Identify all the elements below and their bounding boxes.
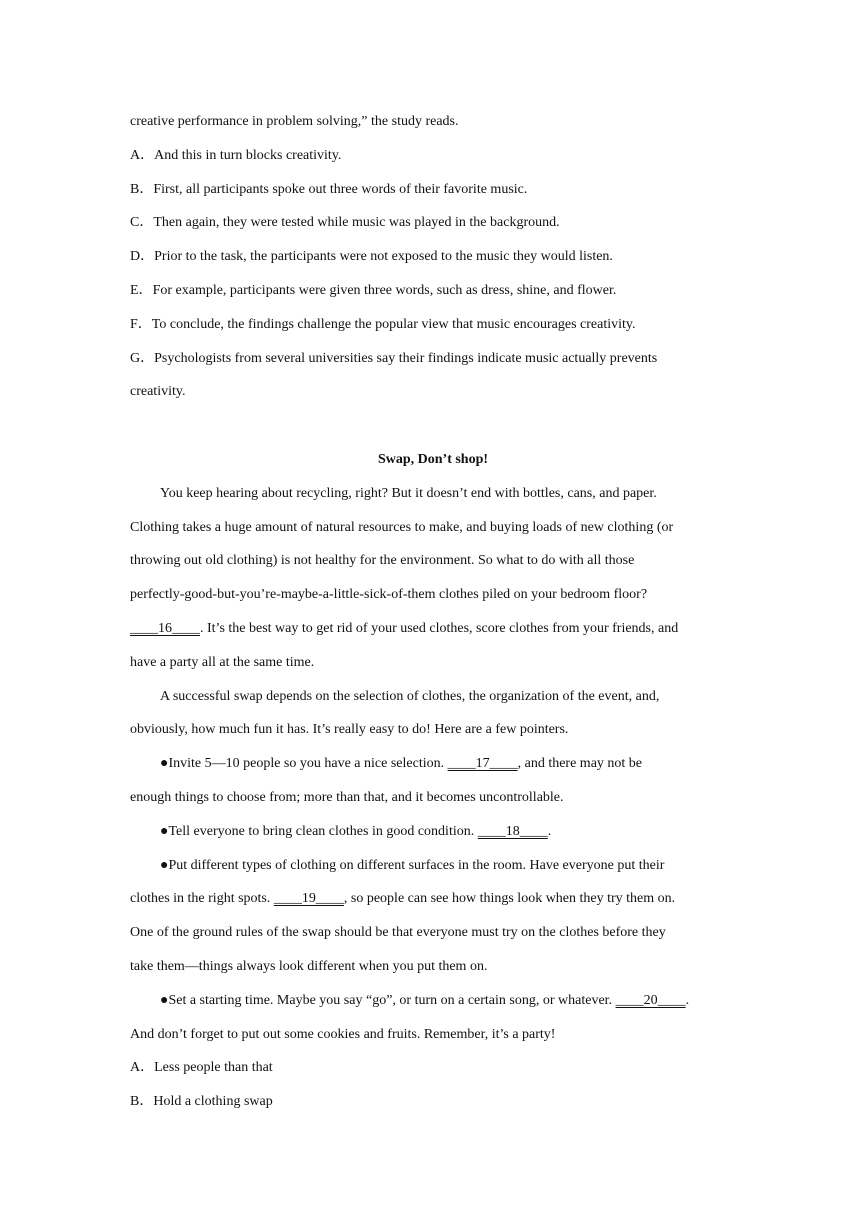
- paragraph-text: ●Invite 5—10 people so you have a nice selection.: [160, 756, 448, 772]
- paragraph-text: clothes in the right spots.: [130, 891, 274, 907]
- option-item-continuation: creativity.: [130, 384, 186, 400]
- option-item: [130, 144, 736, 178]
- option-letter: D．: [130, 249, 155, 265]
- paragraph-line: One of the ground rules of the swap should be that everyone must try on the clothes before they: [130, 925, 666, 941]
- paragraph-line: throwing out old clothing) is not healthy for the environment. So what to do with all those: [130, 553, 635, 569]
- option-letter: G．: [130, 350, 155, 366]
- paragraph-line: And don’t forget to put out some cookies and fruits. Remember, it’s a party!: [130, 1026, 556, 1042]
- option-item: [130, 211, 736, 245]
- option-text: For example, participants were given three words, such as dress, shine, and flower.: [152, 282, 617, 298]
- section-gap: [130, 414, 736, 448]
- option-item: [130, 313, 736, 347]
- option-item: [130, 245, 736, 279]
- option-text: Psychologists from several universities say their findings indicate music actually prevents: [154, 350, 658, 366]
- paragraph-line: take them—things always look different when you put them on.: [130, 958, 488, 974]
- option-text: Less people than that: [154, 1060, 273, 1076]
- option-letter: B．: [130, 181, 154, 197]
- document-page: [130, 110, 736, 1124]
- option-letter: A．: [130, 1060, 155, 1076]
- option-text: Hold a clothing swap: [153, 1094, 273, 1110]
- paragraph-line: [130, 887, 736, 921]
- bullet-line: [130, 989, 736, 1023]
- paragraph-line: A successful swap depends on the selection of clothes, the organization of the event, and,: [160, 688, 660, 704]
- option-item: [130, 347, 736, 381]
- bullet-line: ●Put different types of clothing on different surfaces in the room. Have everyone put their: [160, 857, 665, 873]
- answer-blank-19: ____19____: [273, 891, 344, 907]
- paragraph-line: obviously, how much fun it has. It’s really easy to do! Here are a few pointers.: [130, 722, 569, 738]
- paragraph-text: , so people can see how things look when they try them on.: [343, 891, 676, 907]
- option-letter: E．: [130, 282, 153, 298]
- paragraph-line: You keep hearing about recycling, right? But it doesn’t end with bottles, cans, and paper.: [160, 485, 657, 501]
- paragraph-text: ●Tell everyone to bring clean clothes in good condition.: [160, 823, 478, 839]
- option-item: [130, 1056, 736, 1090]
- paragraph-text: ●Set a starting time. Maybe you say “go”, or turn on a certain song, or whatever.: [160, 992, 616, 1008]
- paragraph-line: have a party all at the same time.: [130, 654, 315, 670]
- paragraph-line: enough things to choose from; more than that, and it becomes uncontrollable.: [130, 789, 564, 805]
- answer-blank-20: ____20____: [615, 992, 686, 1008]
- paragraph-text: .: [547, 823, 552, 839]
- paragraph-line: perfectly-good-but-you’re-maybe-a-little-sick-of-them clothes piled on your bedroom floor?: [130, 587, 648, 603]
- article-title: Swap, Don’t shop!: [377, 451, 489, 467]
- paragraph-text: .: [685, 992, 690, 1008]
- option-letter: C．: [130, 215, 154, 231]
- paragraph-line: Clothing takes a huge amount of natural resources to make, and buying loads of new clothing (or: [130, 519, 674, 535]
- option-item: [130, 279, 736, 313]
- answer-blank-17: ____17____: [447, 756, 518, 772]
- option-letter: A．: [130, 147, 155, 163]
- bullet-line: [130, 752, 736, 786]
- option-text: Prior to the task, the participants were not exposed to the music they would listen.: [154, 249, 613, 265]
- answer-blank-16: ____16____: [130, 620, 200, 636]
- option-letter: F．: [130, 316, 152, 332]
- option-letter: B．: [130, 1094, 154, 1110]
- option-text: And this in turn blocks creativity.: [154, 147, 342, 163]
- paragraph-text: . It’s the best way to get rid of your used clothes, score clothes from your friends, and: [200, 620, 679, 636]
- bullet-line: [130, 820, 736, 854]
- paragraph-line: [130, 617, 736, 651]
- option-text: To conclude, the findings challenge the popular view that music encourages creativity.: [151, 316, 636, 332]
- passage-tail: creative performance in problem solving,” the study reads.: [130, 114, 459, 129]
- option-item: [130, 178, 736, 212]
- answer-blank-18: ____18____: [477, 823, 548, 839]
- paragraph-text: , and there may not be: [517, 756, 643, 772]
- option-item: [130, 1090, 736, 1124]
- option-text: Then again, they were tested while music was played in the background.: [153, 215, 560, 231]
- option-text: First, all participants spoke out three words of their favorite music.: [153, 181, 528, 197]
